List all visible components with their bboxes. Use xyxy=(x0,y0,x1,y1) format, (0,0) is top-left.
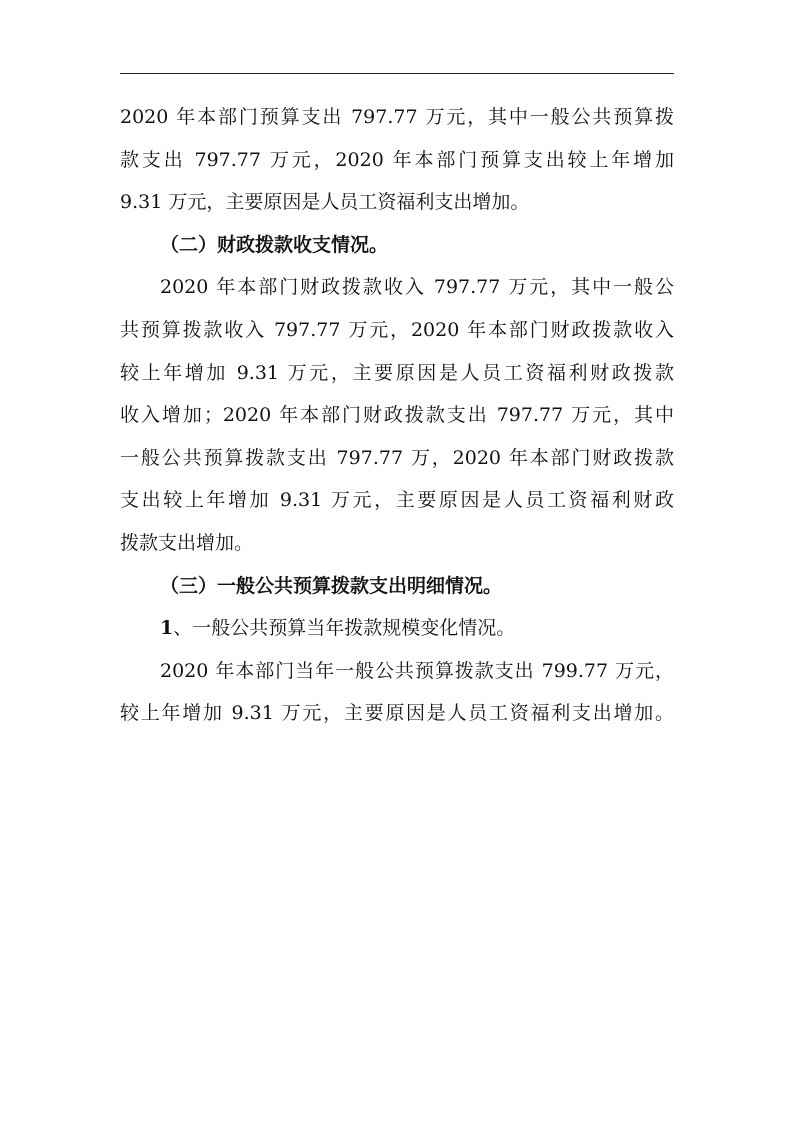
subheading-text: 、一般公共预算当年拨款规模变化情况。 xyxy=(173,617,516,640)
paragraph-line: 较上年增加 9.31 万元，主要原因是人员工资福利财政拨款 xyxy=(120,361,674,384)
section-heading-general-budget-detail: （三）一般公共预算拨款支出明细情况。 xyxy=(160,574,503,597)
paragraph-line: 2020 年本部门当年一般公共预算拨款支出 799.77 万元， xyxy=(160,659,674,682)
paragraph-line: 拨款支出增加。 xyxy=(120,531,254,554)
paragraph-budget-expenditure xyxy=(120,96,674,224)
paragraph-line: 支出较上年增加 9.31 万元，主要原因是人员工资福利财政 xyxy=(120,489,674,512)
section-heading-fiscal-appropriation: （二）财政拨款收支情况。 xyxy=(160,233,389,256)
paragraph-line: 共预算拨款收入 797.77 万元，2020 年本部门财政拨款收入 xyxy=(120,318,674,341)
paragraph-line: 款支出 797.77 万元，2020 年本部门预算支出较上年增加 xyxy=(120,148,674,171)
paragraph-line: 9.31 万元，主要原因是人员工资福利支出增加。 xyxy=(120,191,530,214)
paragraph-line: 2020 年本部门预算支出 797.77 万元，其中一般公共预算拨 xyxy=(120,106,674,128)
header-rule xyxy=(120,73,674,74)
document-body xyxy=(120,96,674,735)
paragraph-line: 收入增加；2020 年本部门财政拨款支出 797.77 万元，其中 xyxy=(120,404,674,427)
paragraph-line: 2020 年本部门财政拨款收入 797.77 万元，其中一般公 xyxy=(160,276,674,299)
subheading-scale-change xyxy=(120,607,674,650)
paragraph-general-budget xyxy=(120,650,674,735)
paragraph-fiscal-appropriation xyxy=(120,266,674,564)
paragraph-line: 较上年增加 9.31 万元，主要原因是人员工资福利支出增加。 xyxy=(120,702,674,725)
subheading-number: 1 xyxy=(160,617,174,640)
paragraph-line: 一般公共预算拨款支出 797.77 万，2020 年本部门财政拨款 xyxy=(120,446,674,469)
